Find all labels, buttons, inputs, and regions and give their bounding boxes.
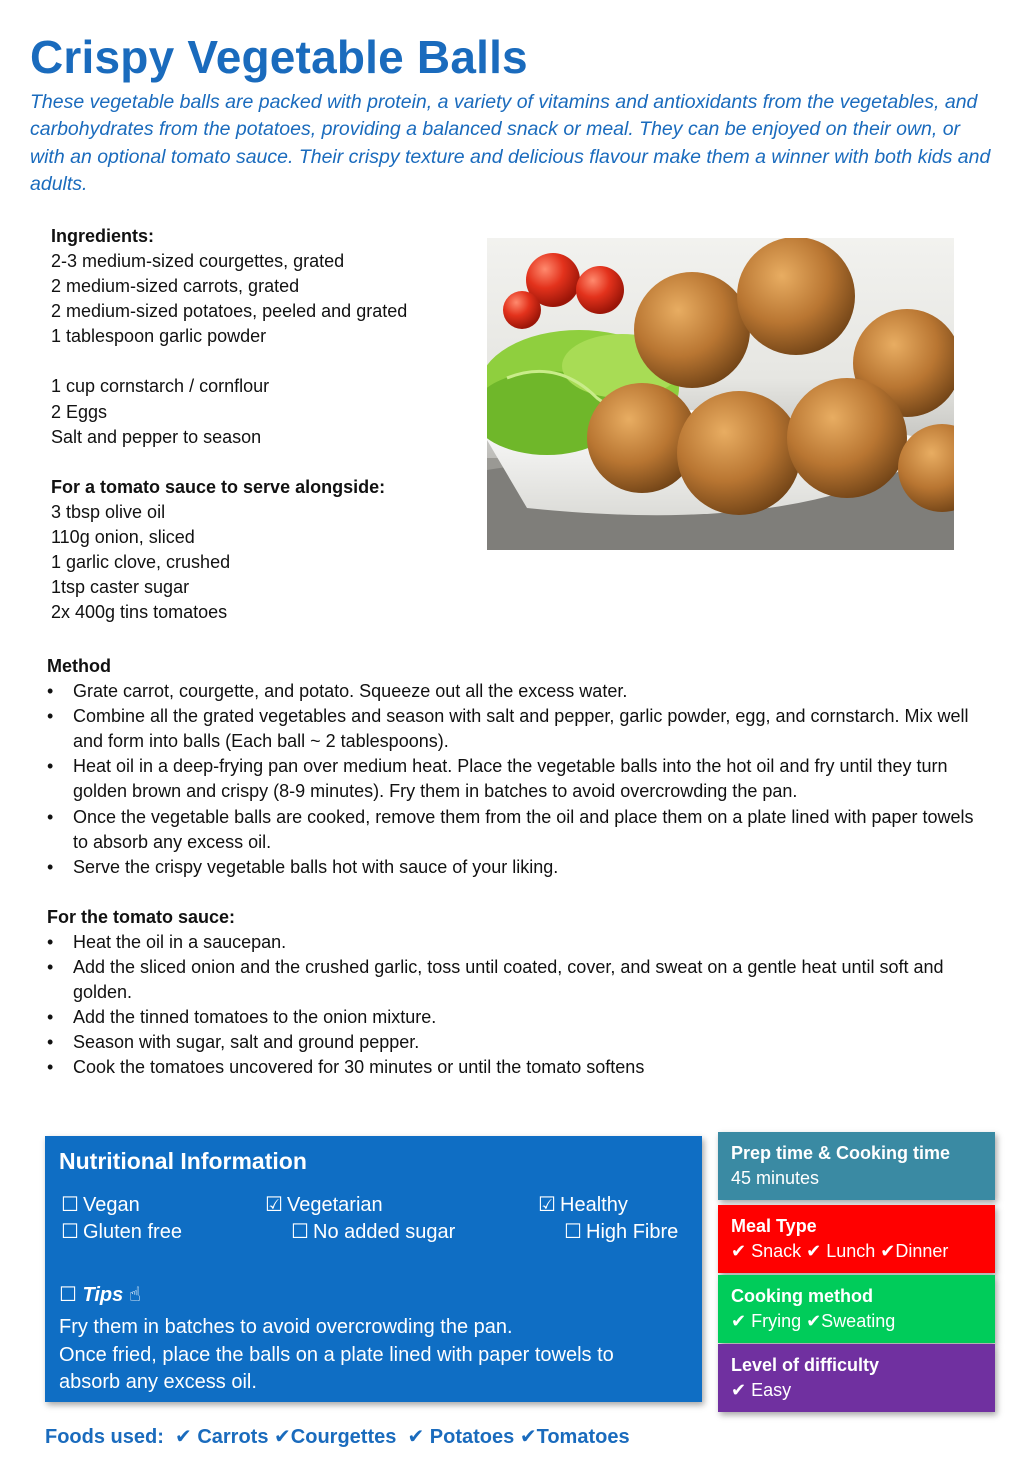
tips-text: Fry them in batches to avoid overcrowding the pan. Once fried, place the balls on a plate lined with paper towels to absorb any excess oil. <box>59 1316 614 1393</box>
checkbox-no-added-sugar[interactable]: ☐ No added sugar <box>291 1221 456 1243</box>
unchecked-box-icon[interactable]: ☐ <box>291 1221 309 1243</box>
sauce-method-heading: For the tomato sauce: <box>47 906 236 927</box>
method-step: • Serve the crispy vegetable balls hot with sauce of your liking. <box>47 856 559 877</box>
sauce-ingredients-heading: For a tomato sauce to serve alongside: <box>51 476 386 497</box>
page-title: Crispy Vegetable Balls <box>30 31 528 83</box>
method-step: • Grate carrot, courgette, and potato. Squeeze out all the excess water. <box>47 681 628 702</box>
unchecked-box-icon[interactable]: ☐ <box>564 1221 582 1243</box>
ingredient-item: Salt and pepper to season <box>51 426 262 447</box>
pointing-hand-icon: ☝ <box>128 1284 142 1306</box>
sauce-step: • Heat the oil in a saucepan. <box>47 931 287 952</box>
nutritional-info-title: Nutritional Information <box>59 1148 307 1174</box>
ingredient-item: 2 medium-sized potatoes, peeled and grated <box>51 301 408 322</box>
meal-type-card: Meal Type ✔ Snack ✔ Lunch ✔Dinner <box>718 1205 995 1273</box>
tips-heading: ☐ Tips ☝ <box>59 1284 142 1306</box>
checkbox-gluten-free[interactable]: ☐ Gluten free <box>61 1221 182 1243</box>
method-step: • Combine all the grated vegetables and season with salt and pepper, garlic powder, egg, and cornstarch. Mix well and form into balls (Each ball ~ 2 tablespoons). <box>47 706 969 752</box>
sauce-ingredient-item: 2x 400g tins tomatoes <box>51 602 228 623</box>
food-item: ✔Courgettes <box>274 1426 397 1448</box>
sauce-step: • Season with sugar, salt and ground pepper. <box>47 1032 420 1053</box>
ingredient-item: 1 tablespoon garlic powder <box>51 326 267 347</box>
checkbox-vegan[interactable]: ☐ Vegan <box>61 1194 140 1216</box>
food-item: ✔ Potatoes <box>407 1426 515 1448</box>
ingredients-heading: Ingredients: <box>51 226 155 246</box>
method-step: • Once the vegetable balls are cooked, remove them from the oil and place them on a plate lined with paper towels to absorb any excess oil. <box>47 806 974 852</box>
checkbox-healthy[interactable]: ☑ Healthy <box>538 1194 628 1216</box>
vegetable-balls-photo <box>487 238 954 550</box>
sauce-method-steps <box>47 930 977 1081</box>
sauce-ingredient-item: 1 garlic clove, crushed <box>51 552 231 573</box>
checked-box-icon[interactable]: ☑ <box>265 1194 283 1216</box>
sauce-step: • Add the tinned tomatoes to the onion mixture. <box>47 1007 437 1028</box>
ingredients-section <box>51 224 471 625</box>
method-heading: Method <box>47 656 111 676</box>
nutritional-info-panel <box>45 1136 702 1402</box>
ingredient-item: 1 cup cornstarch / cornflour <box>51 376 270 397</box>
unchecked-box-icon[interactable]: ☐ <box>61 1221 79 1243</box>
checkbox-vegetarian[interactable]: ☑ Vegetarian <box>265 1194 383 1216</box>
ingredient-item: 2 medium-sized carrots, grated <box>51 276 300 297</box>
checkbox-high-fibre[interactable]: ☐ High Fibre <box>564 1221 679 1243</box>
intro-text: These vegetable balls are packed with protein, a variety of vitamins and antioxidants from the vegetables, and carbohydrates from the potatoes, providing a balanced snack or meal. They can be enjoyed on their own, or with an optional tomato sauce. Their crispy texture and delicious flavour make them a winner with both kids and adults. <box>30 91 991 195</box>
tips-checkbox[interactable]: ☐ <box>59 1284 77 1306</box>
food-item: ✔Tomatoes <box>519 1426 630 1448</box>
prep-time-card: Prep time & Cooking time 45 minutes <box>718 1132 995 1200</box>
cooking-method-card: Cooking method ✔ Frying ✔Sweating <box>718 1275 995 1343</box>
sauce-step: • Add the sliced onion and the crushed garlic, toss until coated, cover, and sweat on a gentle heat until soft and golden. <box>47 957 944 1003</box>
food-item: ✔ Carrots <box>175 1426 269 1448</box>
unchecked-box-icon[interactable]: ☐ <box>61 1194 79 1216</box>
method-steps <box>47 679 977 880</box>
sauce-step: • Cook the tomatoes uncovered for 30 minutes or until the tomato softens <box>47 1057 645 1078</box>
sauce-ingredient-item: 3 tbsp olive oil <box>51 501 166 522</box>
foods-used: Foods used: ✔ Carrots ✔Courgettes ✔ Potatoes ✔Tomatoes <box>45 1426 630 1448</box>
difficulty-card: Level of difficulty ✔ Easy <box>718 1344 995 1412</box>
sauce-ingredient-item: 1tsp caster sugar <box>51 577 190 598</box>
method-step: • Heat oil in a deep-frying pan over medium heat. Place the vegetable balls into the hot oil and fry until they turn golden brown and crispy (8-9 minutes). Fry them in batches to avoid overcrowding the pan. <box>47 756 948 802</box>
ingredient-item: 2 Eggs <box>51 401 108 422</box>
method-section <box>47 654 977 1081</box>
checked-box-icon[interactable]: ☑ <box>538 1194 556 1216</box>
ingredient-item: 2-3 medium-sized courgettes, grated <box>51 251 345 272</box>
sauce-ingredient-item: 110g onion, sliced <box>51 526 195 547</box>
